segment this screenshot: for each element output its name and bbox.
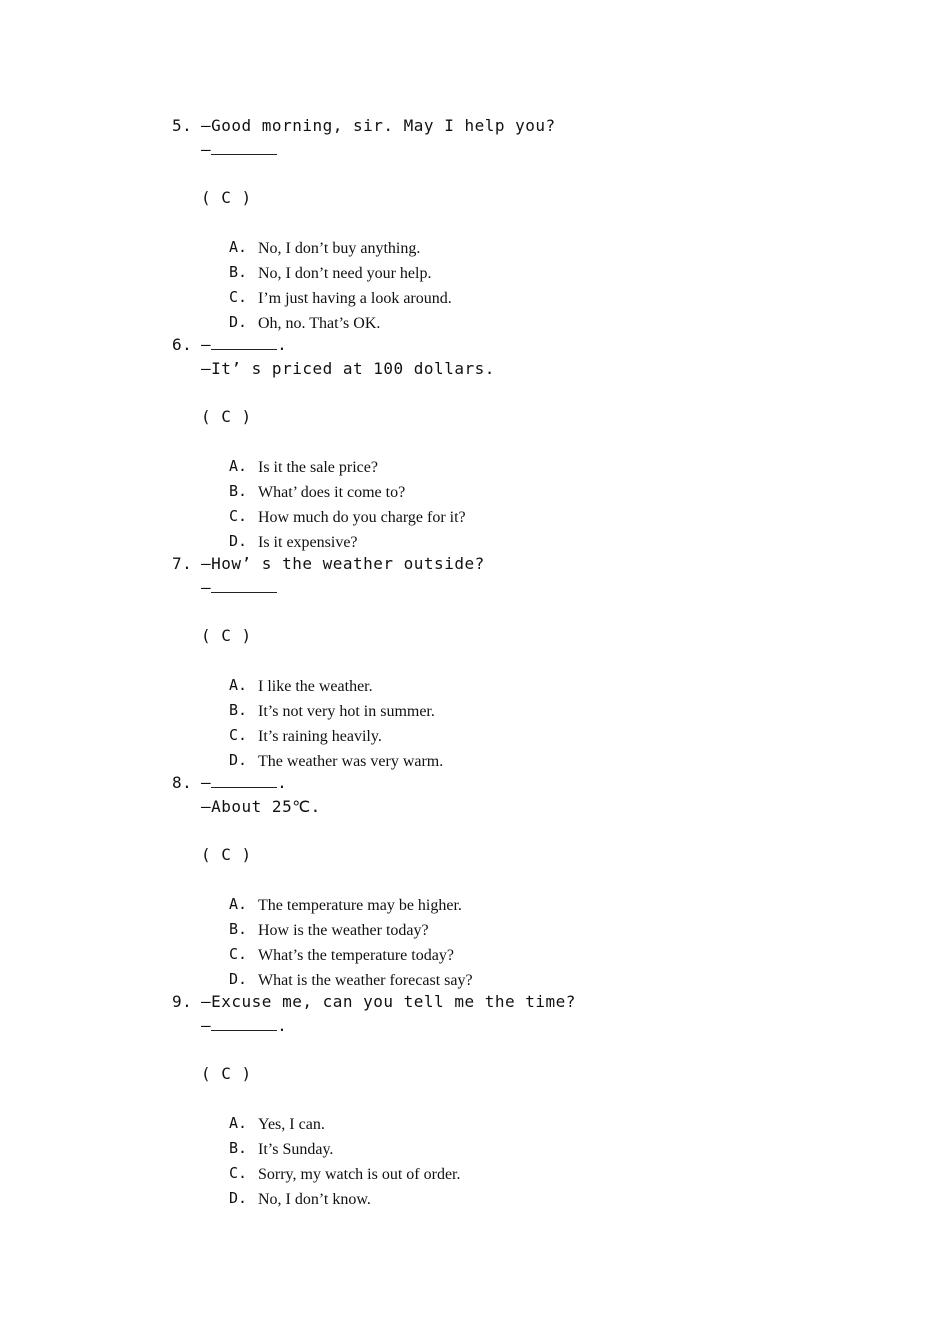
- option-text: Oh, no. That’s OK.: [258, 315, 381, 332]
- option-text: What is the weather forecast say?: [258, 972, 473, 989]
- dialogue-line-2: [201, 578, 277, 597]
- answer-blank: [211, 1016, 277, 1031]
- option-text: What’s the temperature today?: [258, 947, 454, 964]
- option-text: The temperature may be higher.: [258, 897, 462, 914]
- question-number: 9.: [172, 992, 193, 1011]
- option-letter: A.: [229, 238, 248, 256]
- option-text: I’m just having a look around.: [258, 290, 452, 307]
- option-letter: D.: [229, 751, 248, 769]
- dialogue-line-1: —Good morning, sir. May I help you?: [201, 116, 556, 135]
- option-letter: D.: [229, 313, 248, 331]
- option-letter: A.: [229, 457, 248, 475]
- option-text: What’ does it come to?: [258, 484, 406, 501]
- option-letter: C.: [229, 1164, 248, 1182]
- dialogue-line-1: —How’ s the weather outside?: [201, 554, 485, 573]
- option-letter: B.: [229, 701, 248, 719]
- option-letter: C.: [229, 726, 248, 744]
- option-text: No, I don’t need your help.: [258, 265, 432, 282]
- dialogue-line-2: [201, 1016, 287, 1035]
- dash: —: [201, 578, 212, 597]
- dialogue-line-1: [201, 773, 287, 792]
- option-letter: C.: [229, 507, 248, 525]
- dash: —: [201, 140, 212, 159]
- dash: —: [201, 335, 212, 354]
- option-text: I like the weather.: [258, 678, 373, 695]
- option-text: How is the weather today?: [258, 922, 429, 939]
- option-letter: B.: [229, 920, 248, 938]
- option-text: No, I don’t buy anything.: [258, 240, 421, 257]
- option-letter: A.: [229, 676, 248, 694]
- option-letter: A.: [229, 895, 248, 913]
- question-number: 6.: [172, 335, 193, 354]
- answer-key: ( C ): [201, 626, 252, 645]
- answer-blank: [211, 773, 277, 788]
- option-text: Yes, I can.: [258, 1116, 325, 1133]
- answer-blank: [211, 335, 277, 350]
- option-letter: D.: [229, 1189, 248, 1207]
- dash: —: [201, 1016, 212, 1035]
- option-text: The weather was very warm.: [258, 753, 444, 770]
- option-letter: C.: [229, 945, 248, 963]
- option-text: Is it the sale price?: [258, 459, 378, 476]
- dialogue-line-2: —About 25℃.: [201, 797, 321, 816]
- option-text: It’s Sunday.: [258, 1141, 334, 1158]
- answer-blank: [211, 140, 277, 155]
- blank-suffix: .: [277, 773, 288, 792]
- dialogue-line-2: [201, 140, 277, 159]
- option-text: Is it expensive?: [258, 534, 358, 551]
- answer-key: ( C ): [201, 407, 252, 426]
- blank-suffix: .: [277, 1016, 288, 1035]
- option-text: How much do you charge for it?: [258, 509, 466, 526]
- option-letter: A.: [229, 1114, 248, 1132]
- option-text: Sorry, my watch is out of order.: [258, 1166, 461, 1183]
- option-text: No, I don’t know.: [258, 1191, 371, 1208]
- question-number: 5.: [172, 116, 193, 135]
- dash: —: [201, 773, 212, 792]
- option-letter: B.: [229, 263, 248, 281]
- question-number: 7.: [172, 554, 193, 573]
- blank-suffix: .: [277, 335, 288, 354]
- dialogue-line-1: —Excuse me, can you tell me the time?: [201, 992, 576, 1011]
- option-letter: B.: [229, 1139, 248, 1157]
- question-number: 8.: [172, 773, 193, 792]
- option-text: It’s raining heavily.: [258, 728, 382, 745]
- option-letter: B.: [229, 482, 248, 500]
- option-letter: C.: [229, 288, 248, 306]
- answer-key: ( C ): [201, 845, 252, 864]
- option-letter: D.: [229, 970, 248, 988]
- option-text: It’s not very hot in summer.: [258, 703, 435, 720]
- answer-key: ( C ): [201, 188, 252, 207]
- dialogue-line-1: [201, 335, 287, 354]
- answer-blank: [211, 578, 277, 593]
- answer-key: ( C ): [201, 1064, 252, 1083]
- dialogue-line-2: —It’ s priced at 100 dollars.: [201, 359, 495, 378]
- option-letter: D.: [229, 532, 248, 550]
